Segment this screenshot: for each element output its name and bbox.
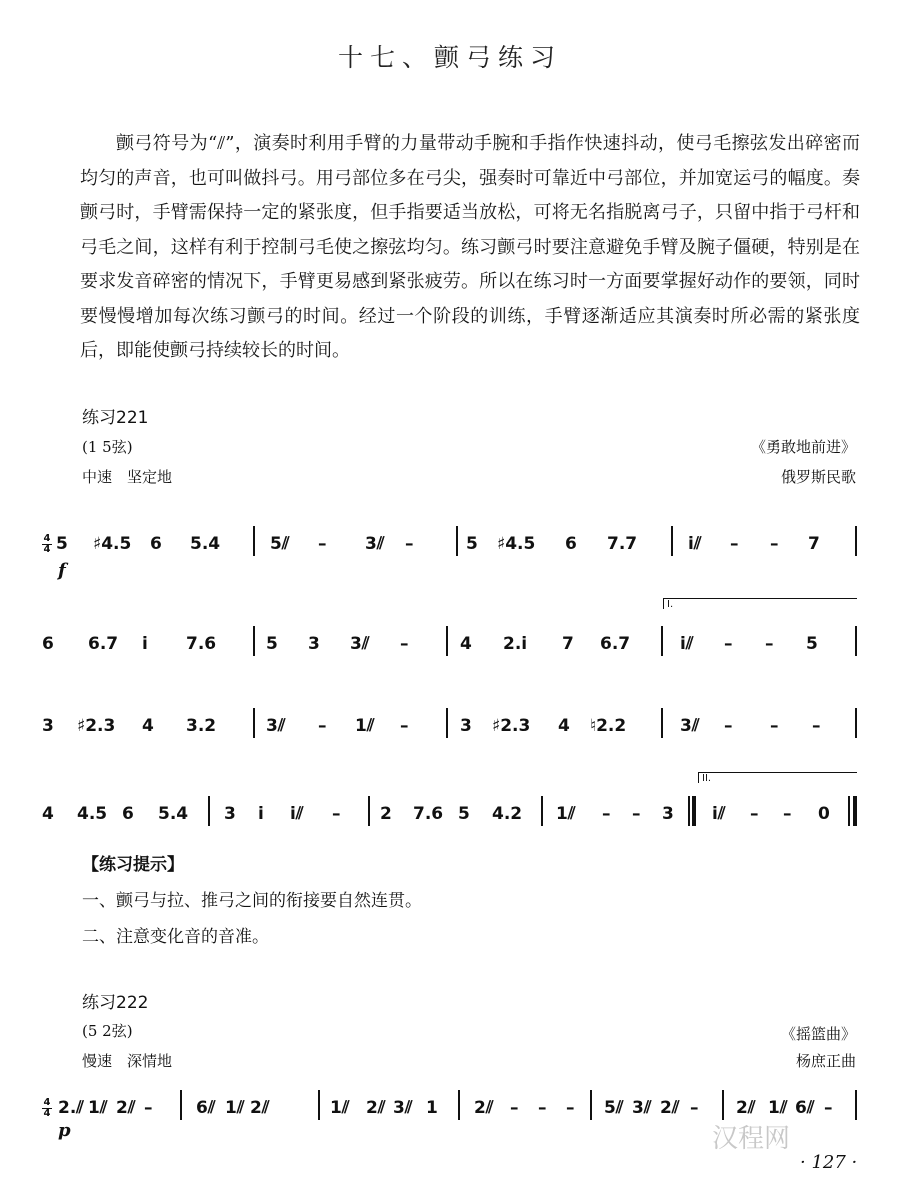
note: 5⫽: [270, 534, 290, 554]
note: 2⫽: [250, 1098, 270, 1118]
tip-item: 一、颤弓与拉、推弓之间的衔接要自然连贯。: [82, 891, 422, 911]
note: 5.4: [158, 804, 189, 824]
exercise-222-tempo: 慢速 深情地: [82, 1052, 173, 1070]
note: –: [400, 716, 409, 736]
barline: [855, 1090, 857, 1120]
dynamic-mark: p: [58, 1120, 71, 1141]
note: 3.2: [186, 716, 217, 736]
note: 1⫽: [88, 1098, 108, 1118]
note: 7: [562, 634, 574, 654]
barline: [590, 1090, 592, 1120]
note: –: [812, 716, 821, 736]
note: –: [318, 716, 327, 736]
note: 4: [42, 804, 54, 824]
note: 2⫽: [366, 1098, 386, 1118]
note: 2⫽: [474, 1098, 494, 1118]
barline: [855, 708, 857, 738]
note: 2.⫽: [58, 1098, 84, 1118]
note: 3: [42, 716, 54, 736]
dynamic-mark: f: [58, 560, 66, 581]
note: –: [332, 804, 341, 824]
note: 5: [266, 634, 278, 654]
note: –: [824, 1098, 833, 1118]
time-top: 4: [43, 533, 51, 544]
note: ♮2.2: [590, 716, 627, 736]
ex221-staff-line-1: [0, 520, 900, 580]
note: 2.i: [503, 634, 528, 654]
final-barline: [853, 796, 857, 826]
note: –: [770, 716, 779, 736]
barline: [848, 796, 850, 826]
note: –: [510, 1098, 519, 1118]
note: 6: [42, 634, 54, 654]
intro-paragraph: 颤弓符号为“⫽”，演奏时利用手臂的力量带动手腕和手指作快速抖动，使弓毛擦弦发出碎密而均匀的声音，也可叫做抖弓。用弓部位多在弓尖，强奏时可靠近中弓部位，并加宽运弓的幅度。奏颤弓时，手臂需保持一定的紧张度，但手指要适当放松，可将无名指脱离弓子，只留中指于弓杆和弓毛之间，这样有利于控制弓毛使之擦弦均匀。练习颤弓时要注意避免手臂及腕子僵硬，特别是在要求发音碎密的情况下，手臂更易感到紧张疲劳。所以在练习时一方面要掌握好动作的要领，同时要慢慢增加每次练习颤弓的时间。经过一个阶段的训练，手臂逐渐适应其演奏时所必需的紧张度后，即能使颤弓持续较长的时间。: [80, 133, 860, 361]
note: 5: [458, 804, 470, 824]
note: –: [730, 534, 739, 554]
exercise-222-song: 《摇篮曲》: [780, 1025, 856, 1043]
note: 1⫽: [355, 716, 375, 736]
note: –: [750, 804, 759, 824]
barline: [661, 626, 663, 656]
barline: [661, 708, 663, 738]
ex221-staff-line-2: [0, 599, 900, 666]
note: 3⫽: [266, 716, 286, 736]
note: 5⫽: [604, 1098, 624, 1118]
exercise-221-strings: (1 5弦): [82, 438, 133, 456]
note: –: [690, 1098, 699, 1118]
note: i⫽: [680, 634, 694, 654]
note: 6⫽: [196, 1098, 216, 1118]
note: –: [318, 534, 327, 554]
note: –: [783, 804, 792, 824]
note: 6: [150, 534, 162, 554]
time-signature: [42, 534, 52, 555]
barline: [180, 1090, 182, 1120]
ex221-staff-line-4: [0, 773, 900, 838]
barline: [318, 1090, 320, 1120]
note: 7.6: [186, 634, 217, 654]
note: 6.7: [88, 634, 119, 654]
note: 5: [806, 634, 818, 654]
note: 3⫽: [365, 534, 385, 554]
note: 3: [662, 804, 674, 824]
note: 3⫽: [393, 1098, 413, 1118]
note: 0: [818, 804, 830, 824]
barline: [456, 526, 458, 556]
barline: [368, 796, 370, 826]
note: 3⫽: [632, 1098, 652, 1118]
barline: [855, 626, 857, 656]
note: 4: [558, 716, 570, 736]
barline: [253, 626, 255, 656]
barline: [671, 526, 673, 556]
note: ♯2.3: [492, 716, 531, 736]
note: 5: [466, 534, 478, 554]
note: 7: [808, 534, 820, 554]
time-top: 4: [43, 1097, 51, 1108]
barline: [458, 1090, 460, 1120]
note: 1⫽: [556, 804, 576, 824]
note: 7.6: [413, 804, 444, 824]
exercise-222-strings: (5 2弦): [82, 1022, 133, 1040]
note: 4: [142, 716, 154, 736]
note: 6: [122, 804, 134, 824]
exercise-222-source: 杨庶正曲: [795, 1052, 856, 1070]
note: 2⫽: [116, 1098, 136, 1118]
exercise-222-title: 练习222: [82, 993, 149, 1013]
note: 3: [224, 804, 236, 824]
note: –: [538, 1098, 547, 1118]
volta-2: II.: [698, 772, 857, 783]
tip-item: 二、注意变化音的音准。: [82, 927, 269, 947]
note: –: [405, 534, 414, 554]
note: 3: [308, 634, 320, 654]
note: 5: [56, 534, 68, 554]
note: –: [400, 634, 409, 654]
note: i⫽: [712, 804, 726, 824]
note: 4.2: [492, 804, 523, 824]
note: –: [724, 634, 733, 654]
note: i: [258, 804, 264, 824]
note: –: [765, 634, 774, 654]
note: 1⫽: [768, 1098, 788, 1118]
exercise-221-title: 练习221: [82, 408, 149, 428]
note: 3⫽: [350, 634, 370, 654]
note: 2⫽: [736, 1098, 756, 1118]
note: i: [142, 634, 148, 654]
note: 6⫽: [795, 1098, 815, 1118]
note: 1⫽: [225, 1098, 245, 1118]
exercise-221-tempo: 中速 坚定地: [82, 468, 173, 486]
time-bottom: 4: [43, 544, 51, 555]
exercise-221-song: 《勇敢地前进》: [750, 438, 856, 456]
note: 2: [380, 804, 392, 824]
note: 1: [426, 1098, 438, 1118]
watermark-logo: 汉程网: [712, 1124, 791, 1154]
note: i⫽: [290, 804, 304, 824]
barline: [253, 526, 255, 556]
note: ♯4.5: [93, 534, 132, 554]
note: –: [602, 804, 611, 824]
barline: [446, 626, 448, 656]
time-bottom: 4: [43, 1108, 51, 1119]
barline: [541, 796, 543, 826]
tips-heading: 【练习提示】: [82, 855, 184, 875]
note: 5.4: [190, 534, 221, 554]
ex221-staff-line-3: [0, 712, 900, 752]
note: ♯2.3: [77, 716, 116, 736]
barline: [446, 708, 448, 738]
page-title: 十七、颤弓练习: [337, 43, 562, 72]
note: –: [566, 1098, 575, 1118]
note: ♯4.5: [497, 534, 536, 554]
note: –: [770, 534, 779, 554]
page-number: · 127 ·: [800, 1152, 858, 1173]
barline: [253, 708, 255, 738]
note: 6: [565, 534, 577, 554]
note: 2⫽: [660, 1098, 680, 1118]
note: 4: [460, 634, 472, 654]
note: 7.7: [607, 534, 638, 554]
note: –: [144, 1098, 153, 1118]
note: 3⫽: [680, 716, 700, 736]
note: 3: [460, 716, 472, 736]
exercise-221-source: 俄罗斯民歌: [780, 468, 856, 486]
barline: [208, 796, 210, 826]
barline: [722, 1090, 724, 1120]
note: 1⫽: [330, 1098, 350, 1118]
note: i⫽: [688, 534, 702, 554]
time-signature: [42, 1098, 52, 1119]
note: 4.5: [77, 804, 108, 824]
note: 6.7: [600, 634, 631, 654]
repeat-barline: [692, 796, 696, 826]
volta-1: I.: [663, 598, 857, 609]
note: –: [632, 804, 641, 824]
barline: [688, 796, 690, 826]
note: –: [724, 716, 733, 736]
barline: [855, 526, 857, 556]
